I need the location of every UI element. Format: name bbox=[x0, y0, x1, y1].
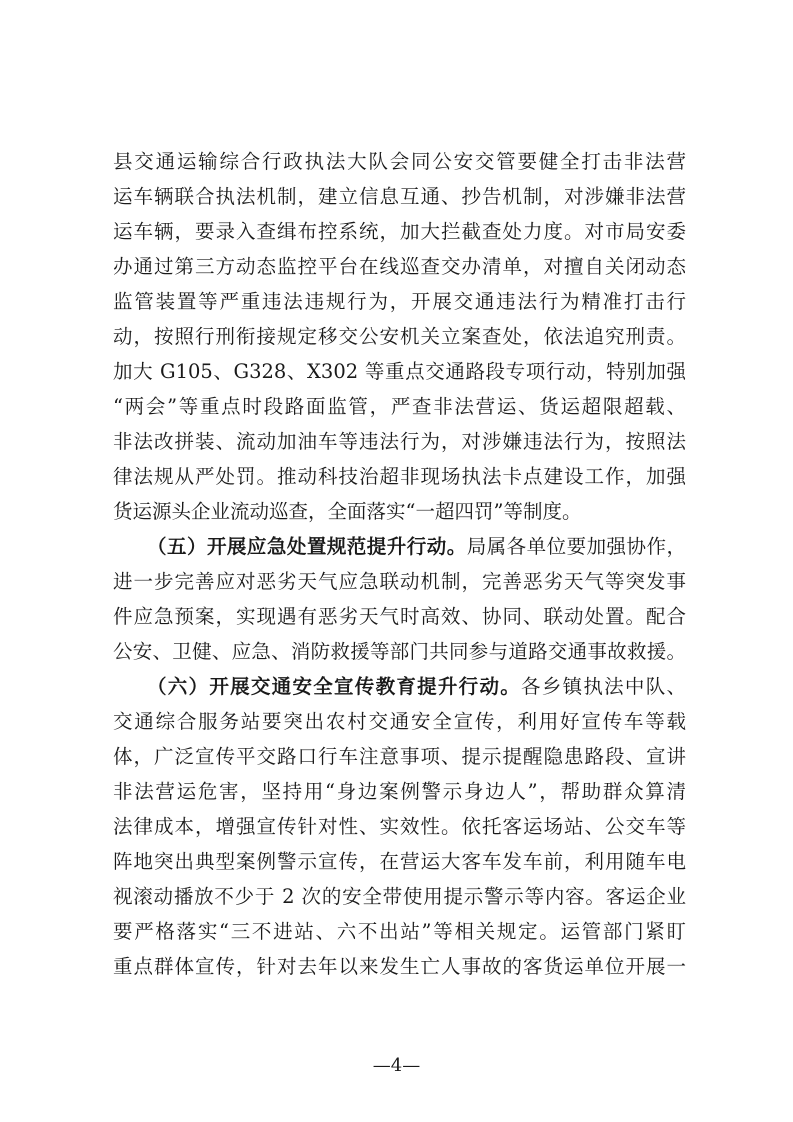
section-six-text: 各乡镇执法中队、 bbox=[521, 675, 686, 698]
section-heading-six: （六）开展交通安全宣传教育提升行动。 bbox=[147, 675, 522, 698]
paragraph-line: 非法改拼装、流动加油车等违法行为，对涉嫌违法行为，按照法 bbox=[113, 430, 686, 453]
paragraph-line: 非法营运危害，坚持用“身边案例警示身边人”，帮助群众算清 bbox=[113, 780, 686, 803]
paragraph-line: 县交通运输综合行政执法大队会同公安交管要健全打击非法营 bbox=[113, 150, 686, 173]
paragraph-line: 监管装置等严重违法违规行为，开展交通违法行为精准打击行 bbox=[113, 290, 686, 313]
paragraph-line: 交通综合服务站要突出农村交通安全宣传，利用好宣传车等载 bbox=[113, 710, 686, 733]
paragraph-line: 进一步完善应对恶劣天气应急联动机制，完善恶劣天气等突发事 bbox=[113, 570, 686, 593]
paragraph-line: 货运源头企业流动巡查，全面落实“一超四罚”等制度。 bbox=[113, 500, 582, 523]
section-five-text: 局属各单位要加强协作， bbox=[466, 535, 686, 558]
paragraph-line: 法律成本，增强宣传针对性、实效性。依托客运场站、公交车等 bbox=[113, 815, 686, 838]
paragraph-line: 律法规从严处罚。推动科技治超非现场执法卡点建设工作，加强 bbox=[113, 465, 686, 488]
paragraph-line: 件应急预案，实现遇有恶劣天气时高效、协同、联动处置。配合 bbox=[113, 605, 686, 628]
paragraph-line: 体，广泛宣传平交路口行车注意事项、提示提醒隐患路段、宣讲 bbox=[113, 745, 686, 768]
paragraph-line: 运车辆，要录入查缉布控系统，加大拦截查处力度。对市局安委 bbox=[113, 220, 686, 243]
section-six-first-line bbox=[147, 674, 686, 700]
section-five-first-line bbox=[147, 534, 686, 560]
paragraph-line: 重点群体宣传，针对去年以来发生亡人事故的客货运单位开展一 bbox=[113, 955, 686, 978]
paragraph-line: “两会”等重点时段路面监管，严查非法营运、货运超限超载、 bbox=[113, 395, 686, 418]
paragraph-line: 动，按照行刑衔接规定移交公安机关立案查处，依法追究刑责。 bbox=[113, 325, 686, 348]
paragraph-line: 公安、卫健、应急、消防救援等部门共同参与道路交通事故救援。 bbox=[113, 640, 686, 663]
paragraph-line: 视滚动播放不少于 2 次的安全带使用提示警示等内容。客运企业 bbox=[113, 885, 686, 908]
paragraph-line: 阵地突出典型案例警示宣传，在营运大客车发车前，利用随车电 bbox=[113, 850, 686, 873]
paragraph-line: 要严格落实“三不进站、六不出站”等相关规定。运管部门紧盯 bbox=[113, 920, 686, 943]
section-heading-five: （五）开展应急处置规范提升行动。 bbox=[147, 535, 467, 558]
paragraph-line: 办通过第三方动态监控平台在线巡查交办清单，对擅自关闭动态 bbox=[113, 255, 686, 278]
paragraph-line: 加大 G105、G328、X302 等重点交通路段专项行动，特别加强 bbox=[113, 360, 686, 383]
page-number: —4— bbox=[372, 1055, 421, 1076]
paragraph-line: 运车辆联合执法机制，建立信息互通、抄告机制，对涉嫌非法营 bbox=[113, 185, 686, 208]
